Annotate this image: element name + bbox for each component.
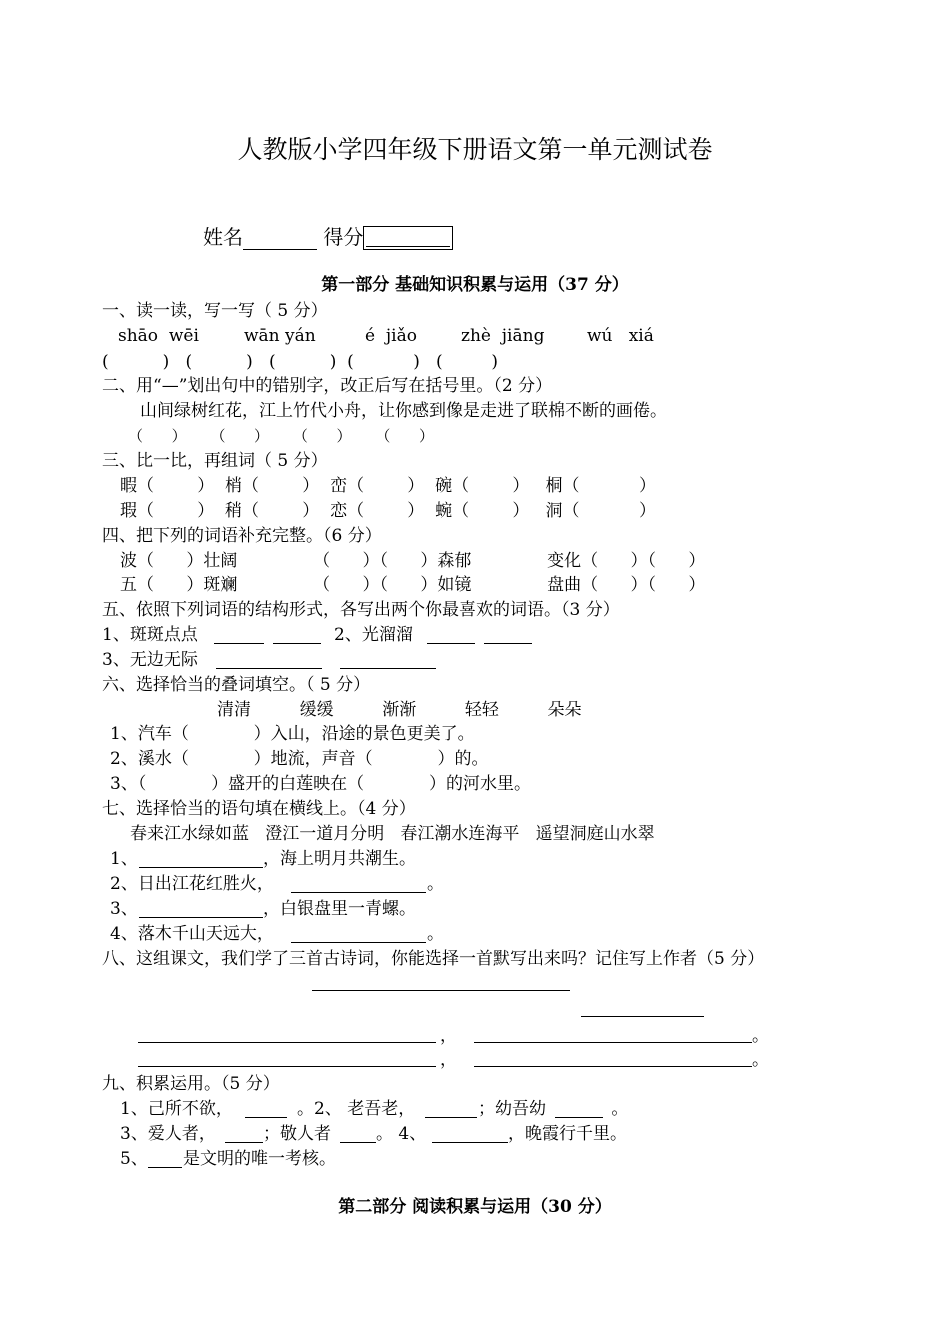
q8-period-1: 。 xyxy=(752,1026,769,1046)
q9-l3-b: 是文明的唯一考核。 xyxy=(183,1149,336,1169)
q9-l1-b: 。2、 老吾老， xyxy=(297,1099,416,1119)
q5-item-3: 3、无边无际 xyxy=(102,650,198,670)
score-box[interactable] xyxy=(363,226,453,250)
q5-item-2: 2、光溜溜 xyxy=(334,625,413,645)
name-label: 姓名 xyxy=(203,225,243,249)
q5-blank-3a[interactable] xyxy=(216,668,322,669)
q6-heading: 六、选择恰当的叠词填空。（ 5 分） xyxy=(102,675,371,695)
q7-s4-blank[interactable] xyxy=(291,942,426,943)
q2-answer-brackets[interactable]: （ ） （ ） （ ） （ ） xyxy=(128,427,434,445)
part2-title: 第二部分 阅读积累与运用（30 分） xyxy=(338,1197,612,1217)
q7-s4-prefix: 4、落木千山天远大， xyxy=(110,924,274,944)
q3-heading: 三、比一比，再组词（ 5 分） xyxy=(102,451,328,471)
q9-blank-4[interactable] xyxy=(225,1142,263,1143)
q7-options: 春来江水绿如蓝 澄江一道月分明 春江潮水连海平 遥望洞庭山水翠 xyxy=(130,824,655,844)
part1-title: 第一部分 基础知识积累与运用（37 分） xyxy=(321,275,629,295)
q5-blank-2b[interactable] xyxy=(484,643,532,644)
q1-answer-brackets[interactable]: ( ) ( ) ( ) ( ) ( ) xyxy=(102,352,498,372)
q7-s1-suffix: ，海上明月共潮生。 xyxy=(263,849,416,869)
q9-l1-a: 1、己所不欲， xyxy=(120,1099,233,1119)
q9-l3-a: 5、 xyxy=(120,1149,148,1169)
q8-heading: 八、这组课文，我们学了三首古诗词，你能选择一首默写出来吗？记住写上作者（5 分） xyxy=(102,949,765,969)
q3-row-1[interactable]: 暇（ ） 梢（ ） 峦（ ） 碗（ ） 桐（ ） xyxy=(120,476,656,496)
q9-blank-5[interactable] xyxy=(340,1142,376,1143)
q4-heading: 四、把下列的词语补充完整。（6 分） xyxy=(102,526,382,546)
q9-blank-3[interactable] xyxy=(555,1117,603,1118)
q4-row-1[interactable]: 波（ ）壮阔 （ ）（ ）森郁 变化（ ）（ ） xyxy=(120,551,706,571)
q8-line-2b[interactable] xyxy=(474,1066,752,1067)
q9-l2-c: 。 4、 xyxy=(376,1124,427,1144)
q4-row-2[interactable]: 五（ ）斑斓 （ ）（ ）如镜 盘曲（ ）（ ） xyxy=(120,575,706,595)
q7-s4-suffix: 。 xyxy=(427,924,444,944)
q1-pinyin-2: wān yán xyxy=(244,326,316,346)
q5-blank-1b[interactable] xyxy=(273,643,321,644)
q7-heading: 七、选择恰当的语句填在横线上。（4 分） xyxy=(102,799,416,819)
q7-s3-prefix: 3、 xyxy=(110,899,138,919)
q8-line-1a[interactable] xyxy=(138,1042,436,1043)
q1-pinyin-5: wú xiá xyxy=(587,326,654,346)
q2-sentence: 山间绿树红花，江上竹代小舟，让你感到像是走进了联棉不断的画倦。 xyxy=(140,401,667,421)
q9-blank-2[interactable] xyxy=(425,1117,477,1118)
q7-s1-prefix: 1、 xyxy=(110,849,138,869)
q6-sentence-3[interactable]: 3、（ ）盛开的白莲映在（ ）的河水里。 xyxy=(110,774,532,794)
q5-blank-3b[interactable] xyxy=(340,668,436,669)
q9-blank-6[interactable] xyxy=(432,1142,508,1143)
score-label: 得分 xyxy=(323,225,364,249)
q8-comma-1: ， xyxy=(440,1026,457,1046)
q7-s3-suffix: ，白银盘里一青螺。 xyxy=(263,899,416,919)
q7-s2-suffix: 。 xyxy=(427,874,444,894)
q9-blank-7[interactable] xyxy=(148,1167,182,1168)
q9-heading: 九、积累运用。（5 分） xyxy=(102,1074,280,1094)
q5-blank-1a[interactable] xyxy=(214,643,264,644)
q7-s3-blank[interactable] xyxy=(139,917,263,918)
q9-l2-b: ；敬人者 xyxy=(263,1124,331,1144)
q8-author-blank[interactable] xyxy=(581,1016,704,1017)
q8-line-1b[interactable] xyxy=(474,1042,752,1043)
q1-pinyin-1: shāo wēi xyxy=(118,326,199,346)
q5-heading: 五、依照下列词语的结构形式，各写出两个你最喜欢的词语。（3 分） xyxy=(102,600,620,620)
q1-heading: 一、读一读，写一写（ 5 分） xyxy=(102,301,328,321)
q7-s1-blank[interactable] xyxy=(139,867,263,868)
q1-pinyin-4: zhè jiāng xyxy=(461,326,545,346)
q9-l2-a: 3、爱人者， xyxy=(120,1124,216,1144)
q9-l2-d: ，晚霞行千里。 xyxy=(508,1124,627,1144)
q5-blank-2a[interactable] xyxy=(427,643,475,644)
q1-pinyin-3: é jiǎo xyxy=(365,326,417,346)
q6-sentence-1[interactable]: 1、汽车（ ）入山，沿途的景色更美了。 xyxy=(110,724,475,744)
q8-poem-title-blank[interactable] xyxy=(312,990,570,991)
q9-blank-1[interactable] xyxy=(245,1117,287,1118)
q2-heading: 二、用“—”划出句中的错别字，改正后写在括号里。（2 分） xyxy=(102,376,553,396)
student-info-row xyxy=(203,224,453,250)
q9-l1-c: ；幼吾幼 xyxy=(478,1099,546,1119)
q8-period-2: 。 xyxy=(752,1050,769,1070)
q7-s2-prefix: 2、日出江花红胜火， xyxy=(110,874,274,894)
q9-l1-d: 。 xyxy=(606,1099,629,1119)
name-blank[interactable] xyxy=(243,232,317,250)
q3-row-2[interactable]: 瑕（ ） 稍（ ） 恋（ ） 蜿（ ） 洞（ ） xyxy=(120,501,656,521)
q7-s2-blank[interactable] xyxy=(291,892,426,893)
q6-word-bank: 清清 缓缓 渐渐 轻轻 朵朵 xyxy=(217,700,582,720)
q8-line-2a[interactable] xyxy=(138,1066,436,1067)
page-title: 人教版小学四年级下册语文第一单元测试卷 xyxy=(237,135,713,164)
q6-sentence-2[interactable]: 2、溪水（ ）地流，声音（ ）的。 xyxy=(110,749,489,769)
q5-item-1: 1、斑斑点点 xyxy=(102,625,198,645)
q8-comma-2: ， xyxy=(440,1050,457,1070)
